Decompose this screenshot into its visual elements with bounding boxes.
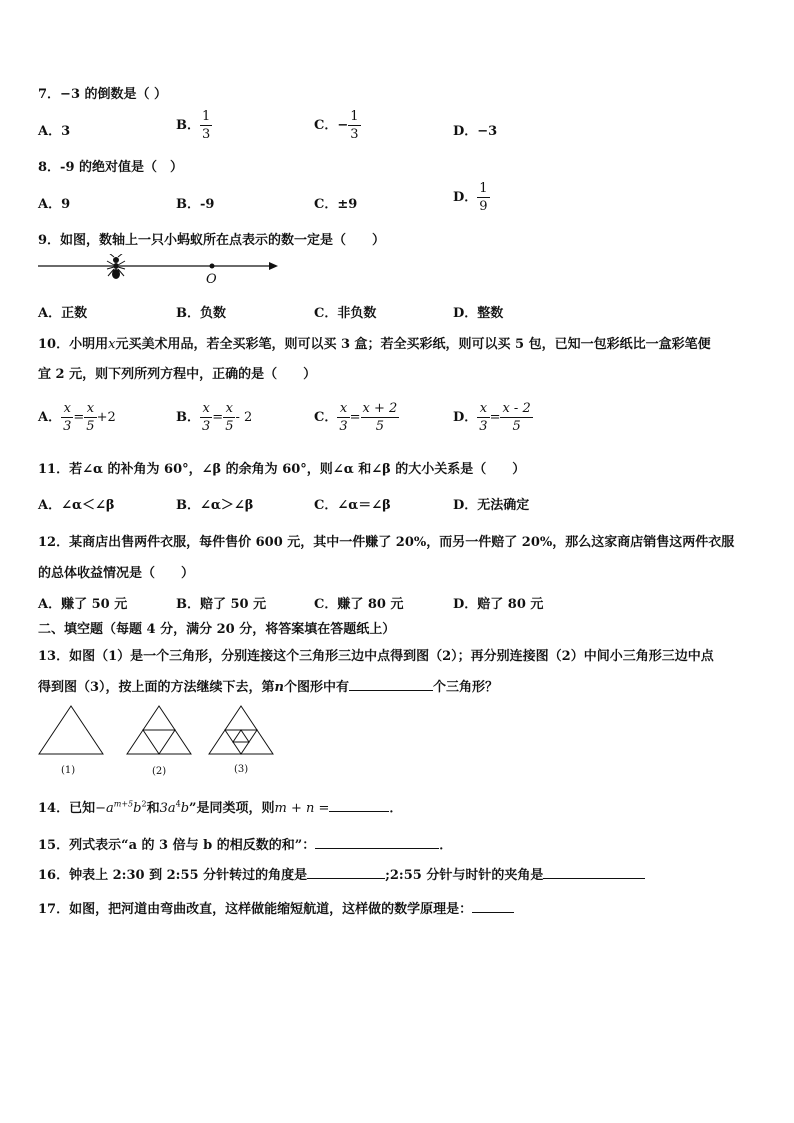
figure-label-3: (3) bbox=[234, 764, 249, 775]
answer-blank bbox=[329, 799, 389, 812]
question-10-stem-line1: 10．小明用x元买美术用品，若全买彩笔，则可以买 3 盒；若全买彩纸，则可以买 5 包，已知一包彩纸比一盒彩笔便 bbox=[38, 337, 711, 352]
figure-label-1: (1) bbox=[61, 765, 76, 776]
q11-option-b: B．∠α＞∠β bbox=[176, 498, 254, 513]
triangle-figures bbox=[36, 702, 276, 758]
q8-option-a: A．9 bbox=[38, 197, 71, 212]
arrow-head-icon bbox=[269, 262, 278, 270]
answer-blank bbox=[543, 866, 645, 879]
q10-option-a: A． $\frac{x}{3}$ = $\frac{x}{5}$ +2 bbox=[38, 401, 116, 434]
q10-option-d: D． $\frac{x}{3}$ = $\frac{x - 2}{5}$ bbox=[453, 401, 531, 434]
question-7-stem: 7．−3 的倒数是（ ） bbox=[38, 87, 168, 102]
fraction: $\frac{1}{9}$ bbox=[479, 181, 488, 214]
q9-option-b: B．负数 bbox=[176, 306, 226, 321]
number-line-figure bbox=[36, 254, 286, 286]
origin-point bbox=[210, 264, 215, 269]
q8-option-d: D． $\frac{1}{9}$ bbox=[453, 181, 488, 214]
question-10-stem-line2: 宜 2 元，则下列所列方程中，正确的是（ ） bbox=[38, 367, 317, 382]
q7-option-c: C．− $\frac{1}{3}$ bbox=[314, 109, 359, 142]
answer-blank bbox=[315, 836, 439, 849]
question-8-stem: 8．-9 的绝对值是（ ） bbox=[38, 160, 184, 175]
q7-option-d: D．−3 bbox=[453, 124, 498, 139]
fraction: $\frac{1}{3}$ bbox=[350, 109, 359, 142]
q9-option-c: C．非负数 bbox=[314, 306, 377, 321]
q9-option-d: D．整数 bbox=[453, 306, 504, 321]
question-12-stem-line2: 的总体收益情况是（ ） bbox=[38, 566, 195, 581]
q12-option-a: A．赚了 50 元 bbox=[38, 597, 128, 612]
question-15-stem: 15．列式表示“a 的 3 倍与 b 的相反数的和”： ． bbox=[38, 838, 453, 853]
question-9-stem: 9．如图，数轴上一只小蚂蚁所在点表示的数一定是（ ） bbox=[38, 233, 386, 248]
question-16-stem: 16．钟表上 2:30 到 2:55 分针转过的角度是 ;2:55 分针与时针的夹角是 bbox=[38, 864, 645, 883]
fraction: $\frac{1}{3}$ bbox=[202, 109, 211, 142]
q7-option-a: A．3 bbox=[38, 124, 71, 139]
q11-option-a: A．∠α＜∠β bbox=[38, 498, 115, 513]
q10-option-b: B． $\frac{x}{3}$ = $\frac{x}{5}$ - 2 bbox=[176, 401, 253, 434]
triangle-figure-2 bbox=[127, 706, 191, 754]
q8-option-b: B．-9 bbox=[176, 197, 215, 212]
q7-option-b: B． $\frac{1}{3}$ bbox=[176, 109, 211, 142]
question-17-stem: 17．如图，把河道由弯曲改直，这样做能缩短航道，这样做的数学原理是： bbox=[38, 898, 514, 917]
answer-blank bbox=[472, 900, 514, 913]
q12-option-c: C．赚了 80 元 bbox=[314, 597, 404, 612]
question-12-stem-line1: 12．某商店出售两件衣服，每件售价 600 元，其中一件赚了 20%，而另一件赔了 20%，那么这家商店销售这两件衣服 bbox=[38, 535, 735, 550]
answer-blank bbox=[349, 678, 433, 691]
origin-label: O bbox=[206, 272, 217, 287]
question-13-stem-line2: 得到图（3），按上面的方法继续下去，第n个图形中有 个三角形？ bbox=[38, 680, 499, 695]
q11-option-c: C．∠α＝∠β bbox=[314, 498, 391, 513]
question-11-stem: 11．若∠α 的补角为 60°，∠β 的余角为 60°，则∠α 和∠β 的大小关系是（ ） bbox=[38, 462, 526, 477]
triangle-figure-1 bbox=[39, 706, 103, 754]
q11-option-d: D．无法确定 bbox=[453, 498, 530, 513]
question-13-stem-line1: 13．如图（1）是一个三角形，分别连接这个三角形三边中点得到图（2）；再分别连接图（2）中间小三角形三边中点 bbox=[38, 649, 714, 664]
figure-label-2: (2) bbox=[152, 766, 167, 777]
q12-option-b: B．赔了 50 元 bbox=[176, 597, 267, 612]
q12-option-d: D．赔了 80 元 bbox=[453, 597, 544, 612]
q9-option-a: A．正数 bbox=[38, 306, 88, 321]
answer-blank bbox=[307, 866, 385, 879]
triangle-figure-3 bbox=[209, 706, 273, 754]
section-heading: 二、填空题（每题 4 分，满分 20 分，将答案填在答题纸上） bbox=[38, 622, 396, 637]
q10-option-c: C． $\frac{x}{3}$ = $\frac{x + 2}{5}$ bbox=[314, 401, 398, 434]
question-14-stem: 14．已知$-a^{m+5}b^2$和$3a^4b$”是同类项，则m + n = ． bbox=[38, 799, 403, 816]
q8-option-c: C．±9 bbox=[314, 197, 358, 212]
